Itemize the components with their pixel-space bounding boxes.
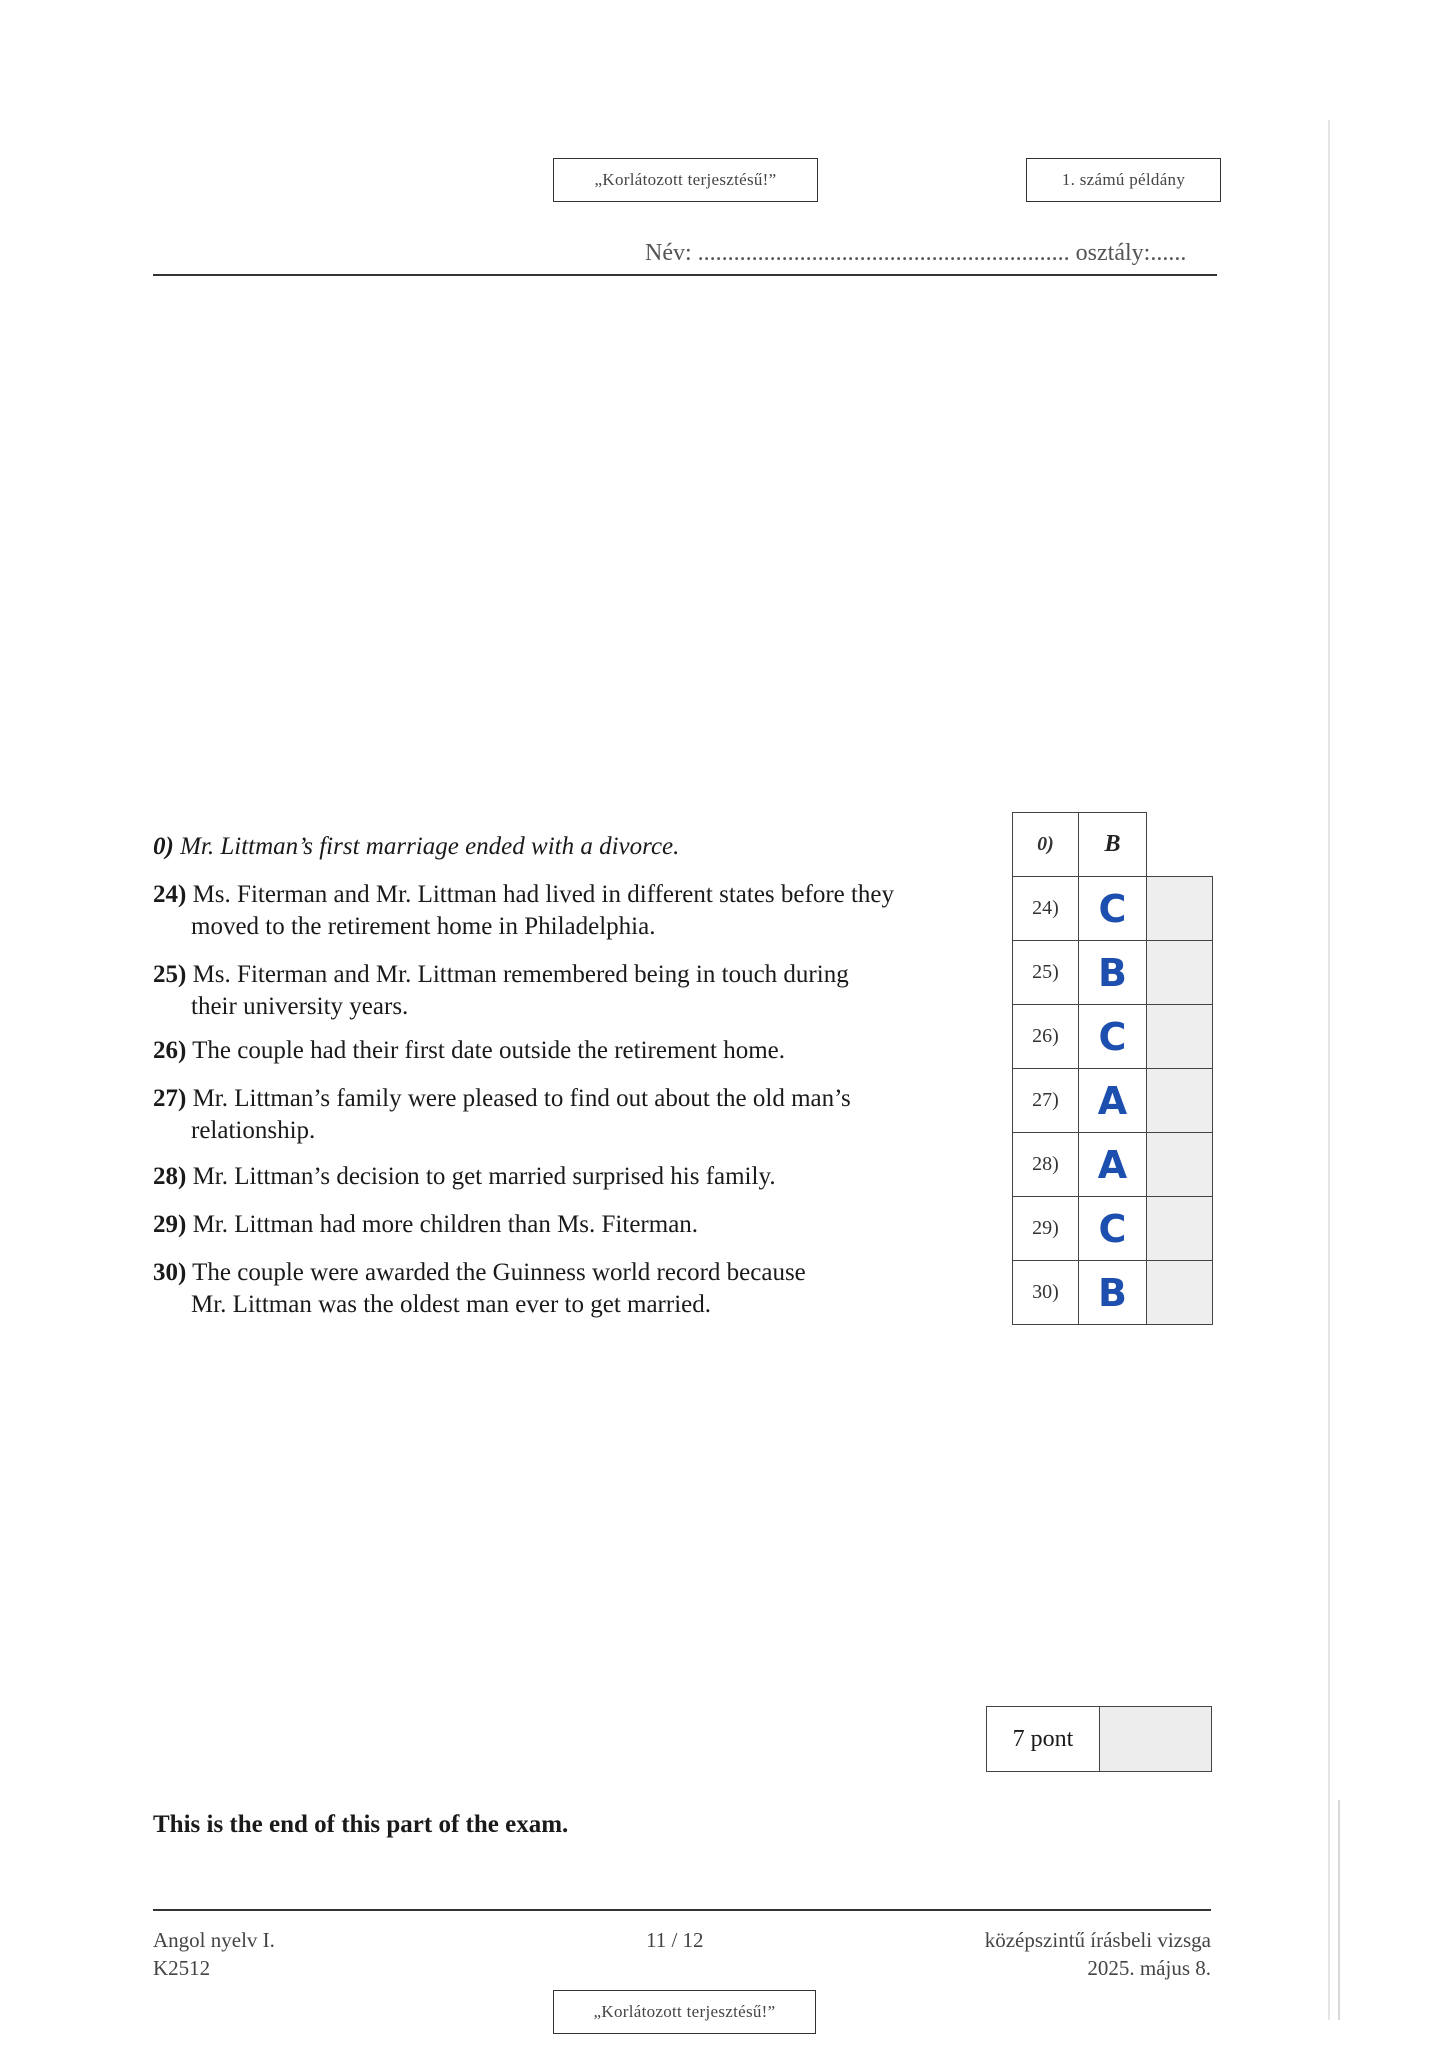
- answer-row: [1013, 941, 1213, 1005]
- name-dots[interactable]: ..............................................................: [697, 240, 1070, 266]
- footer-restriction-stamp: „Korlátozott terjesztésű!”: [553, 1990, 816, 2034]
- exam-level: középszintű írásbeli vizsga: [984, 1928, 1211, 1952]
- class-label: osztály:: [1075, 240, 1151, 266]
- answer-row: [1013, 1261, 1213, 1325]
- question-item-24: 24) Ms. Fiterman and Mr. Littman had lived in different states before they moved to the retirement home in Philadelphia.: [153, 881, 895, 940]
- answer-row-example: [1013, 813, 1213, 877]
- question-item-25: 25) Ms. Fiterman and Mr. Littman remembered being in touch during their university years.: [153, 961, 849, 1020]
- answer-row: [1013, 1197, 1213, 1261]
- score-cell[interactable]: [1147, 1005, 1213, 1069]
- restriction-stamp: „Korlátozott terjesztésű!”: [553, 158, 818, 202]
- answer-row-number: 25): [1013, 941, 1079, 1005]
- answer-grid: [1012, 812, 1213, 1325]
- question-item-28: 28) Mr. Littman’s decision to get married surprised his family.: [153, 1163, 776, 1190]
- score-cell[interactable]: [1147, 941, 1213, 1005]
- footer-rule: [153, 1909, 1211, 1911]
- answer-row-number: 24): [1013, 877, 1079, 941]
- score-cell[interactable]: [1147, 877, 1213, 941]
- exam-date: 2025. május 8.: [1087, 1956, 1211, 1980]
- answer-cell[interactable]: B: [1079, 941, 1147, 1005]
- answer-row-number: 0): [1013, 813, 1079, 877]
- answer-row: [1013, 1133, 1213, 1197]
- answer-row-number: 30): [1013, 1261, 1079, 1325]
- question-item-26: 26) The couple had their first date outside the retirement home.: [153, 1037, 785, 1064]
- question-item-30: 30) The couple were awarded the Guinness world record because Mr. Littman was the oldest man ever to get married.: [153, 1259, 806, 1318]
- answer-cell[interactable]: B: [1079, 1261, 1147, 1325]
- name-field-line: [645, 240, 1186, 267]
- answer-cell[interactable]: C: [1079, 877, 1147, 941]
- score-cell[interactable]: [1147, 1197, 1213, 1261]
- score-label: 7 pont: [987, 1707, 1100, 1771]
- scan-edge-line: [1328, 120, 1330, 2020]
- header-rule: [153, 274, 1217, 276]
- total-score-box: [986, 1706, 1212, 1772]
- answer-cell[interactable]: C: [1079, 1005, 1147, 1069]
- answer-row: [1013, 1069, 1213, 1133]
- answer-cell[interactable]: A: [1079, 1133, 1147, 1197]
- answer-row: [1013, 877, 1213, 941]
- exam-code: K2512: [153, 1956, 211, 1980]
- answer-row-number: 29): [1013, 1197, 1079, 1261]
- answer-cell-example: B: [1079, 813, 1147, 877]
- footer-right: [985, 1926, 1211, 1982]
- score-cell[interactable]: [1147, 1133, 1213, 1197]
- subject-label: Angol nyelv I.: [153, 1928, 275, 1952]
- class-dots[interactable]: ......: [1150, 240, 1187, 266]
- total-score-cell[interactable]: [1100, 1707, 1211, 1771]
- answer-row-number: 27): [1013, 1069, 1079, 1133]
- question-item-29: 29) Mr. Littman had more children than Ms. Fiterman.: [153, 1211, 699, 1238]
- page-number: 11 / 12: [646, 1928, 704, 1952]
- end-of-part-text: This is the end of this part of the exam.: [153, 1811, 569, 1838]
- answer-row: [1013, 1005, 1213, 1069]
- scan-edge-line: [1338, 1800, 1340, 2020]
- score-cell[interactable]: [1147, 1261, 1213, 1325]
- answer-row-number: 26): [1013, 1005, 1079, 1069]
- answer-cell[interactable]: C: [1079, 1197, 1147, 1261]
- answer-cell[interactable]: A: [1079, 1069, 1147, 1133]
- question-item-27: 27) Mr. Littman’s family were pleased to find out about the old man’s relationship.: [153, 1085, 851, 1144]
- score-cell[interactable]: [1147, 1069, 1213, 1133]
- name-label: Név:: [645, 240, 692, 266]
- empty-cell: [1147, 813, 1213, 877]
- copy-number-stamp: 1. számú példány: [1026, 158, 1221, 202]
- footer-left: [153, 1926, 275, 1982]
- question-list: [153, 831, 1013, 1333]
- question-item-0: 0) Mr. Littman’s first marriage ended with a divorce.: [153, 833, 680, 860]
- answer-row-number: 28): [1013, 1133, 1079, 1197]
